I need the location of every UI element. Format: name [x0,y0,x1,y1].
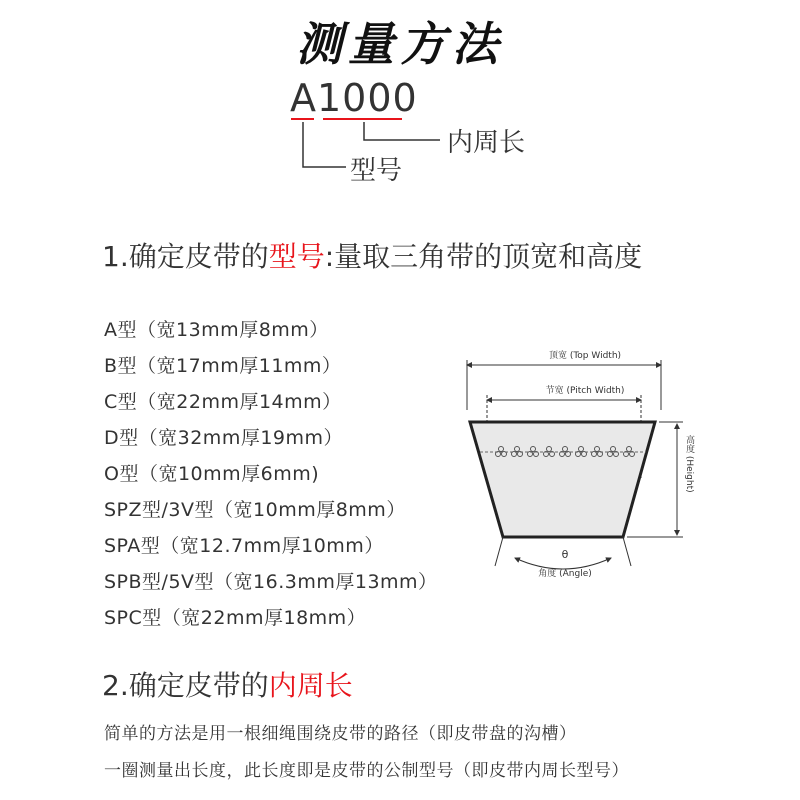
page-title: 测量方法 [296,17,504,71]
spec-item: SPB型/5V型（宽16.3mm厚13mm） [104,571,438,593]
section-2-heading [102,664,353,704]
spec-item: SPC型（宽22mm厚18mm） [104,607,367,629]
angle-label: 角度 (Angle) [538,569,592,579]
belt-cross-section-diagram [455,340,715,590]
description-line: 简单的方法是用一根细绳围绕皮带的路径（即皮带盘的沟槽） [104,724,577,744]
top-width-label: 顶宽 (Top Width) [548,351,622,361]
section-2-number: 2. [102,669,129,702]
section-2-prefix: 确定皮带的 [128,669,269,702]
model-code: A1000 [290,76,418,120]
spec-item: A型（宽13mm厚8mm） [104,319,329,341]
belt-profile [470,422,655,537]
model-label: 型号 [350,156,403,186]
theta-symbol: θ [561,548,569,561]
spec-item: C型（宽22mm厚14mm） [104,391,342,413]
height-label: 高度 (Height) [684,435,694,493]
section-1-number: 1. [102,240,129,273]
section-1-prefix: 确定皮带的 [128,240,269,273]
spec-item: SPZ型/3V型（宽10mm厚8mm） [104,499,406,521]
pitch-width-label: 节宽 (Pitch Width) [545,386,625,396]
spec-item: D型（宽32mm厚19mm） [104,427,344,449]
spec-item: SPA型（宽12.7mm厚10mm） [104,535,384,557]
model-leader [303,122,346,167]
inner-length-label: 内周长 [447,128,526,158]
spec-item: O型（宽10mm厚6mm) [104,463,320,485]
description-line: 一圈测量出长度，此长度即是皮带的公制型号（即皮带内周长型号） [104,761,629,781]
section-1-suffix: :量取三角带的顶宽和高度 [324,240,643,273]
belt-spec-list [104,312,438,636]
section-2-highlight: 内周长 [268,669,353,702]
inner-length-leader [364,122,440,140]
spec-item: B型（宽17mm厚11mm） [104,355,342,377]
section-1-heading [102,235,642,275]
section-1-highlight: 型号 [268,240,325,273]
